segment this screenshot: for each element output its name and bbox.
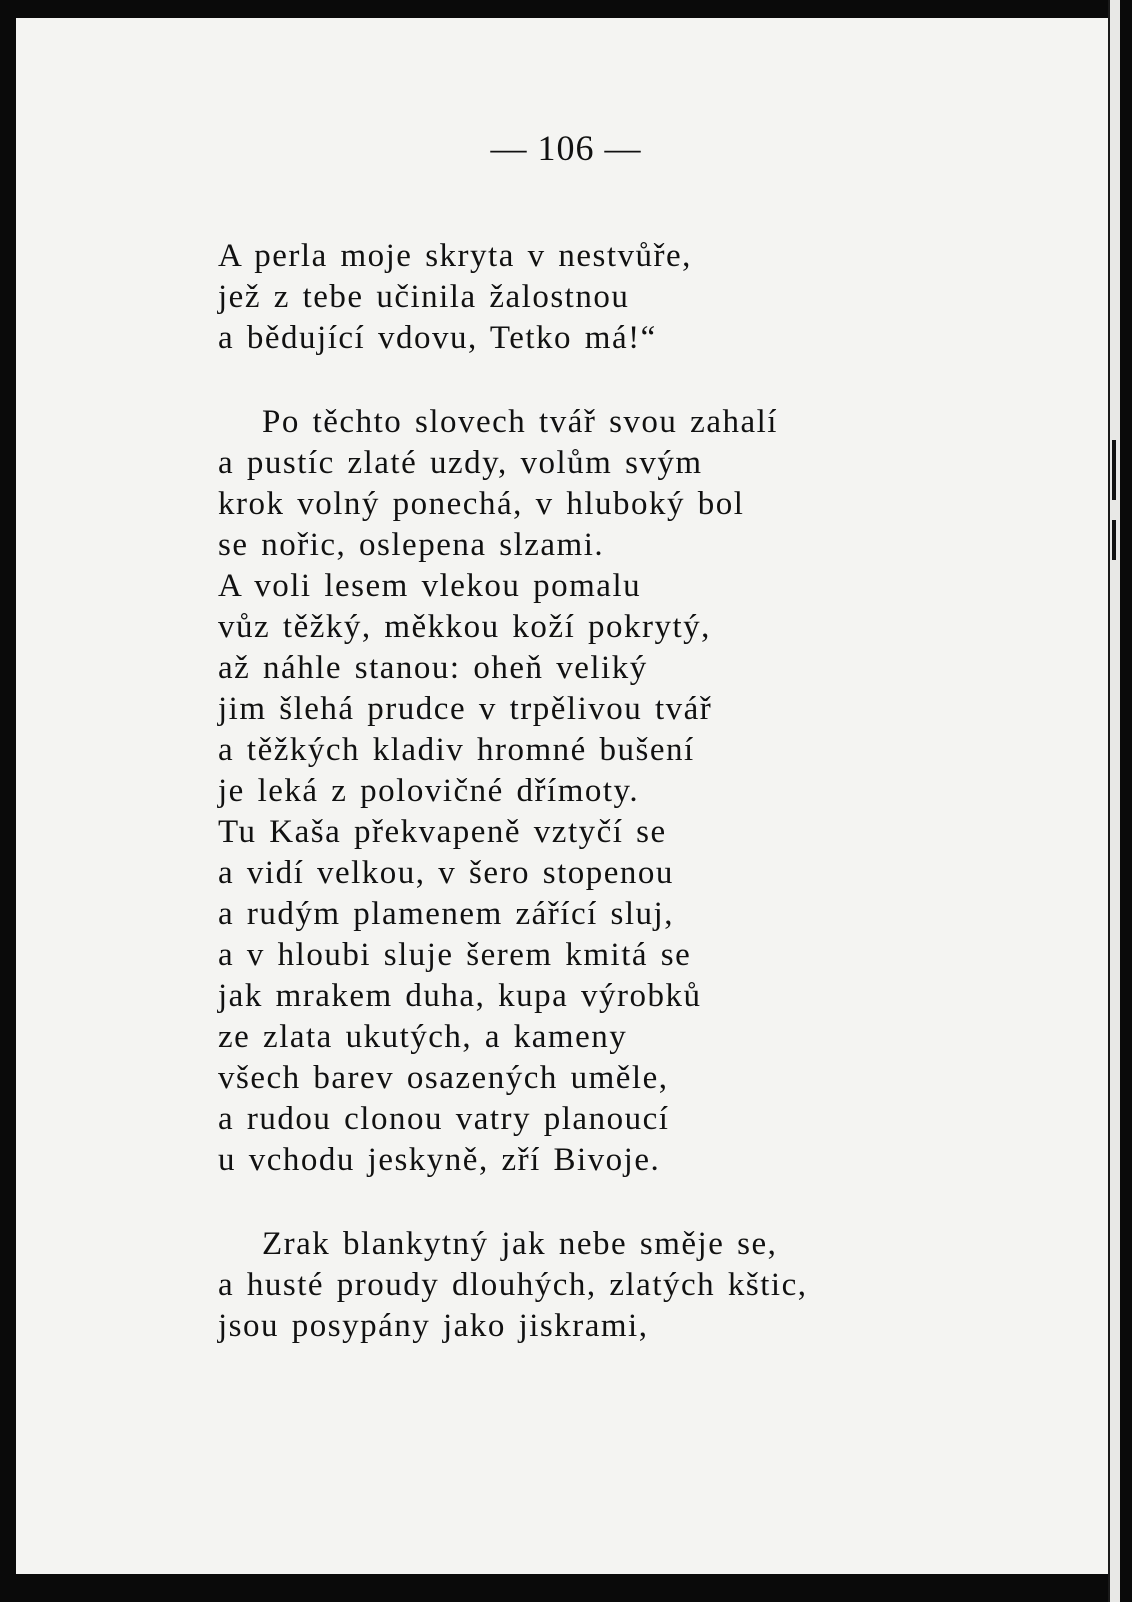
poem-line: Tu Kaša překvapeně vztyčí se bbox=[218, 814, 667, 850]
poem-line: a husté proudy dlouhých, zlatých kštic, bbox=[218, 1267, 808, 1303]
poem-text bbox=[218, 236, 807, 1347]
poem-line: a vidí velkou, v šero stopenou bbox=[218, 855, 674, 891]
poem-line: krok volný ponechá, v hluboký bol bbox=[218, 486, 745, 522]
poem-line: vůz těžký, měkkou koží pokrytý, bbox=[218, 609, 711, 645]
page-edge bbox=[1108, 0, 1120, 1602]
poem-line: jež z tebe učinila žalostnou bbox=[218, 279, 630, 315]
poem-line: a pustíc zlaté uzdy, volům svým bbox=[218, 445, 703, 481]
poem-line: jak mrakem duha, kupa výrobků bbox=[218, 978, 702, 1014]
poem-line: a v hloubi sluje šerem kmitá se bbox=[218, 937, 692, 973]
poem-line: je leká z polovičné dřímoty. bbox=[218, 773, 640, 809]
poem-line: Po těchto slovech tvář svou zahalí bbox=[262, 404, 778, 440]
stanza-2 bbox=[218, 402, 807, 1181]
poem-line: A perla moje skryta v nestvůře, bbox=[218, 238, 692, 274]
spine-mark bbox=[1112, 440, 1116, 500]
poem-line: všech barev osazených uměle, bbox=[218, 1060, 669, 1096]
poem-line: a těžkých kladiv hromné bušení bbox=[218, 732, 695, 768]
poem-line: ze zlata ukutých, a kameny bbox=[218, 1019, 628, 1055]
spine-mark bbox=[1112, 520, 1116, 560]
poem-line: jsou posypány jako jiskrami, bbox=[218, 1308, 649, 1344]
poem-line: a bědující vdovu, Tetko má!“ bbox=[218, 320, 657, 356]
stanza-1 bbox=[218, 236, 807, 359]
poem-line: se nořic, oslepena slzami. bbox=[218, 527, 605, 563]
poem-line: a rudou clonou vatry planoucí bbox=[218, 1101, 670, 1137]
poem-line: Zrak blankytný jak nebe směje se, bbox=[262, 1226, 778, 1262]
poem-line: u vchodu jeskyně, zří Bivoje. bbox=[218, 1142, 661, 1178]
poem-line: a rudým plamenem zářící sluj, bbox=[218, 896, 674, 932]
poem-line: až náhle stanou: oheň veliký bbox=[218, 650, 648, 686]
poem-line: A voli lesem vlekou pomalu bbox=[218, 568, 642, 604]
stanza-3 bbox=[218, 1224, 807, 1347]
poem-line: jim šlehá prudce v trpělivou tvář bbox=[218, 691, 713, 727]
page-number: — 106 — bbox=[490, 128, 642, 168]
